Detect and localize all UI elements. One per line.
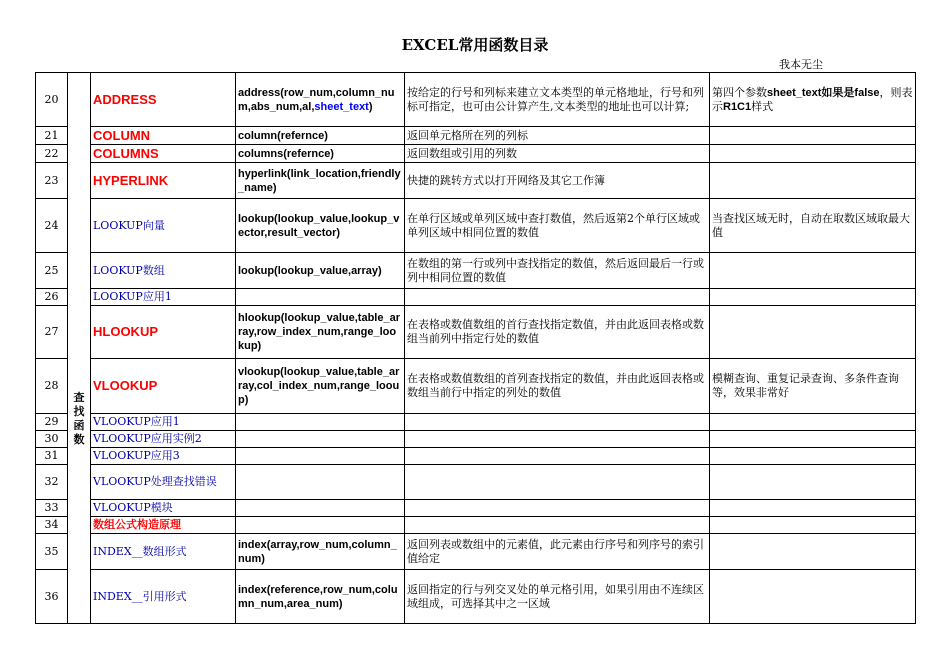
- function-syntax: index(array,row_num,column_num): [236, 534, 405, 570]
- row-number: 25: [36, 253, 68, 289]
- function-name[interactable]: LOOKUP向量: [91, 199, 236, 253]
- row-number: 22: [36, 145, 68, 163]
- category-char: 查: [73, 391, 85, 404]
- function-syntax: [236, 517, 405, 534]
- category-char: 数: [73, 433, 85, 446]
- function-syntax: [236, 448, 405, 465]
- category-char: 函: [73, 419, 85, 432]
- table-row: [36, 570, 916, 624]
- row-number: 21: [36, 127, 68, 145]
- function-description: 返回列表或数组中的元素值，此元素由行序号和列序号的索引值给定: [405, 534, 710, 570]
- table-row: [36, 359, 916, 414]
- function-description: 返回数组或引用的列数: [405, 145, 710, 163]
- table-row: [36, 127, 916, 145]
- row-number: 23: [36, 163, 68, 199]
- function-note: [710, 289, 916, 306]
- function-name[interactable]: VLOOKUP应用实例2: [91, 431, 236, 448]
- function-table: [35, 72, 916, 624]
- function-description: 返回单元格所在列的列标: [405, 127, 710, 145]
- table-row: [36, 517, 916, 534]
- function-name[interactable]: COLUMNS: [91, 145, 236, 163]
- function-description: [405, 465, 710, 500]
- function-name[interactable]: INDEX__引用形式: [91, 570, 236, 624]
- function-syntax: lookup(lookup_value,array): [236, 253, 405, 289]
- function-note: [710, 465, 916, 500]
- table-row: [36, 199, 916, 253]
- function-note: [710, 127, 916, 145]
- function-note: [710, 414, 916, 431]
- function-syntax: [236, 465, 405, 500]
- function-syntax: [236, 431, 405, 448]
- row-number: 26: [36, 289, 68, 306]
- function-description: 在单行区域或单列区域中查打数值，然后返第2个单行区域或单列区域中相同位置的数值: [405, 199, 710, 253]
- function-note: [710, 517, 916, 534]
- function-syntax: [236, 414, 405, 431]
- function-description: 在表格或数值数组的首列查找指定的数值，并由此返回表格或数组当前行中指定的列处的数值: [405, 359, 710, 414]
- function-name[interactable]: LOOKUP数组: [91, 253, 236, 289]
- row-number: 28: [36, 359, 68, 414]
- function-description: [405, 431, 710, 448]
- function-name[interactable]: VLOOKUP应用1: [91, 414, 236, 431]
- function-name[interactable]: VLOOKUP处理查找错误: [91, 465, 236, 500]
- function-name[interactable]: VLOOKUP: [91, 359, 236, 414]
- row-number: 36: [36, 570, 68, 624]
- function-description: 按给定的行号和列标来建立文本类型的单元格地址，行号和列标可指定，也可由公计算产生,文本类型的地址也可以计算;: [405, 73, 710, 127]
- function-syntax: index(reference,row_num,column_num,area_num): [236, 570, 405, 624]
- function-note: [710, 431, 916, 448]
- row-number: 35: [36, 534, 68, 570]
- row-number: 31: [36, 448, 68, 465]
- function-name[interactable]: LOOKUP应用1: [91, 289, 236, 306]
- function-name[interactable]: 数组公式构造原理: [91, 517, 236, 534]
- function-note: [710, 534, 916, 570]
- function-note: [710, 253, 916, 289]
- function-description: 在数组的第一行或列中查找指定的数值，然后返回最后一行或列中相同位置的数值: [405, 253, 710, 289]
- row-number: 33: [36, 500, 68, 517]
- function-name[interactable]: ADDRESS: [91, 73, 236, 127]
- sheet-title: EXCEL常用函数目录: [401, 36, 549, 54]
- table-row: [36, 163, 916, 199]
- function-description: [405, 517, 710, 534]
- function-syntax: column(refernce): [236, 127, 405, 145]
- function-name[interactable]: VLOOKUP应用3: [91, 448, 236, 465]
- function-name[interactable]: HYPERLINK: [91, 163, 236, 199]
- table-row: [36, 500, 916, 517]
- function-name[interactable]: HLOOKUP: [91, 306, 236, 359]
- table-row: [36, 145, 916, 163]
- row-number: 20: [36, 73, 68, 127]
- function-note: [710, 570, 916, 624]
- table-row: [36, 414, 916, 431]
- function-description: [405, 414, 710, 431]
- category-cell: [68, 73, 91, 624]
- function-syntax: vlookup(lookup_value,table_array,col_index_num,range_looup): [236, 359, 405, 414]
- function-syntax: hlookup(lookup_value,table_array,row_index_num,range_lookup): [236, 306, 405, 359]
- category-char: 找: [73, 405, 85, 418]
- table-row: [36, 289, 916, 306]
- author-label: 我本无尘: [779, 58, 823, 71]
- function-description: 返回指定的行与列交叉处的单元格引用，如果引用由不连续区域组成，可选择其中之一区域: [405, 570, 710, 624]
- table-row: [36, 465, 916, 500]
- table-row: [36, 431, 916, 448]
- function-syntax: hyperlink(link_location,friendly_name): [236, 163, 405, 199]
- function-syntax: [236, 500, 405, 517]
- function-syntax: address(row_num,column_num,abs_num,al,sheet_text): [236, 73, 405, 127]
- row-number: 30: [36, 431, 68, 448]
- table-row: [36, 253, 916, 289]
- function-name[interactable]: COLUMN: [91, 127, 236, 145]
- function-description: [405, 289, 710, 306]
- function-note: [710, 448, 916, 465]
- function-description: [405, 500, 710, 517]
- row-number: 29: [36, 414, 68, 431]
- table-row: [36, 534, 916, 570]
- function-note: 模糊查询、重复记录查询、多条件查询等，效果非常好: [710, 359, 916, 414]
- table-row: [36, 306, 916, 359]
- table-row: [36, 73, 916, 127]
- function-description: 在表格或数值数组的首行查找指定数值，并由此返回表格或数组当前列中指定行处的数值: [405, 306, 710, 359]
- function-syntax: columns(refernce): [236, 145, 405, 163]
- row-number: 32: [36, 465, 68, 500]
- function-description: [405, 448, 710, 465]
- function-note: [710, 145, 916, 163]
- function-note: [710, 306, 916, 359]
- function-syntax: [236, 289, 405, 306]
- row-number: 34: [36, 517, 68, 534]
- function-name[interactable]: INDEX__数组形式: [91, 534, 236, 570]
- row-number: 27: [36, 306, 68, 359]
- table-row: [36, 448, 916, 465]
- function-note: [710, 163, 916, 199]
- function-name[interactable]: VLOOKUP模块: [91, 500, 236, 517]
- function-note: 当查找区域无时，自动在取数区域取最大值: [710, 199, 916, 253]
- function-note: [710, 500, 916, 517]
- row-number: 24: [36, 199, 68, 253]
- function-syntax: lookup(lookup_value,lookup_vector,result_vector): [236, 199, 405, 253]
- function-description: 快捷的跳转方式以打开网络及其它工作簿: [405, 163, 710, 199]
- function-note: 第四个参数sheet_text如果是false，则表示R1C1样式: [710, 73, 916, 127]
